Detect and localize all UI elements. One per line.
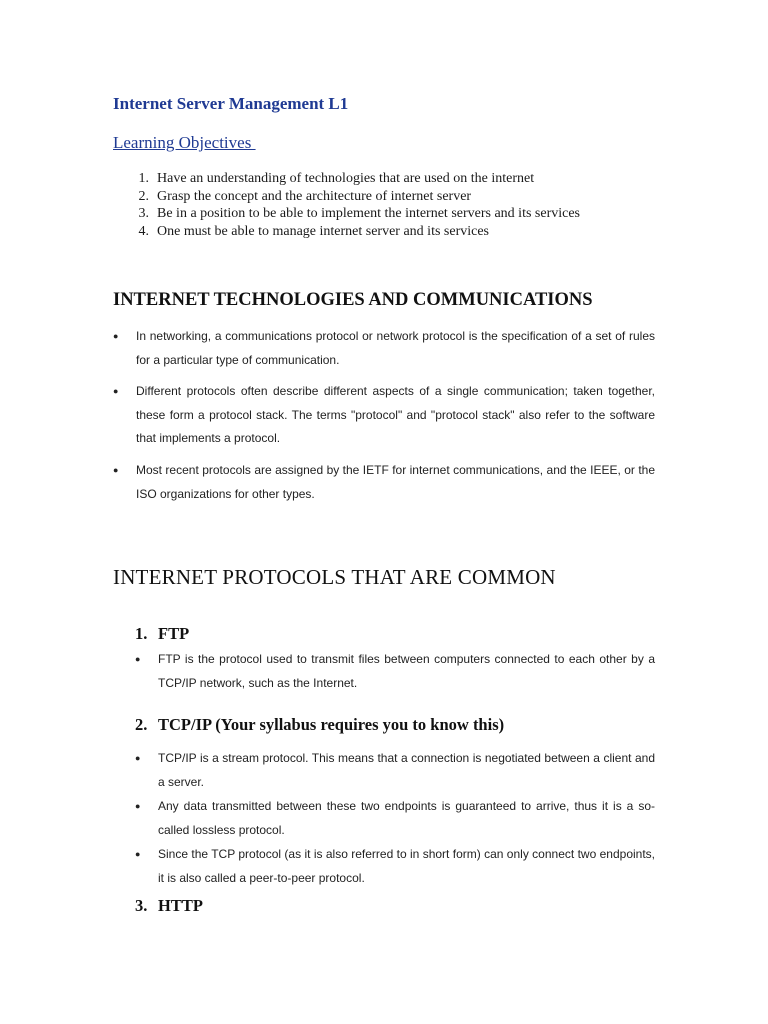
objective-item bbox=[113, 188, 673, 206]
bullet-text: In networking, a communications protocol or network protocol is the specification of a set of rules for a particular type of communication. bbox=[136, 329, 655, 367]
protocol-title: TCP/IP (Your syllabus requires you to know this) bbox=[158, 715, 505, 734]
bullet-icon: ● bbox=[135, 753, 141, 763]
bullet-icon: ● bbox=[113, 464, 119, 475]
list-item bbox=[135, 648, 655, 695]
list-item bbox=[135, 747, 655, 794]
protocol-number: 1. bbox=[135, 624, 148, 643]
bullet-icon: ● bbox=[113, 331, 119, 341]
objective-number: 1. bbox=[138, 171, 149, 186]
list-item bbox=[113, 380, 655, 451]
bullet-text: Since the TCP protocol (as it is also referred to in short form) can only connect two endpoints, it is also called a peer-to-peer protocol. bbox=[158, 847, 655, 885]
objective-text: One must be able to manage internet server and its services bbox=[157, 224, 489, 240]
protocol-heading-http bbox=[135, 896, 203, 916]
protocol-title: HTTP bbox=[158, 896, 203, 915]
protocol-title: FTP bbox=[158, 624, 190, 643]
protocol-number: 3. bbox=[135, 896, 148, 915]
bullet-text: TCP/IP is a stream protocol. This means that a connection is negotiated between a client and a server. bbox=[158, 751, 655, 789]
bullet-text: Any data transmitted between these two endpoints is guaranteed to arrive, thus it is a so-called lossless protocol. bbox=[158, 799, 655, 837]
bullet-icon: ● bbox=[113, 386, 119, 397]
bullet-text: Different protocols often describe different aspects of a single communication; taken together, these form a protocol stack. The terms "protocol" and "protocol stack" also refer to the software that implements a protocol. bbox=[136, 384, 655, 446]
list-item bbox=[113, 459, 655, 506]
technologies-bullet-list bbox=[113, 325, 655, 506]
tcpip-bullet-list bbox=[135, 747, 655, 891]
bullet-icon: ● bbox=[135, 654, 141, 664]
objective-text: Be in a position to be able to implement the internet servers and its services bbox=[157, 206, 581, 222]
section-heading-protocols: INTERNET PROTOCOLS THAT ARE COMMON bbox=[113, 565, 556, 589]
objective-number: 4. bbox=[138, 224, 149, 240]
learning-objectives-heading: Learning Objectives bbox=[113, 133, 256, 152]
protocol-heading-ftp bbox=[135, 624, 189, 644]
objective-text: Grasp the concept and the architecture of internet server bbox=[157, 188, 472, 204]
protocol-heading-tcpip bbox=[135, 715, 504, 735]
objective-number: 2. bbox=[138, 188, 149, 204]
objective-text: Have an understanding of technologies that are used on the internet bbox=[157, 171, 535, 186]
ftp-bullet-list bbox=[135, 648, 655, 695]
objective-item bbox=[113, 223, 673, 241]
bullet-icon: ● bbox=[135, 801, 141, 812]
protocol-number: 2. bbox=[135, 715, 148, 734]
list-item bbox=[135, 795, 655, 842]
bullet-icon: ● bbox=[135, 849, 141, 860]
objective-number: 3. bbox=[138, 206, 149, 222]
objective-item bbox=[113, 170, 673, 188]
bullet-text: Most recent protocols are assigned by the IETF for internet communications, and the IEEE, or the ISO organizations for other types. bbox=[136, 462, 655, 501]
objectives-list bbox=[113, 170, 673, 241]
bullet-text: FTP is the protocol used to transmit files between computers connected to each other by a TCP/IP network, such as the Internet. bbox=[158, 652, 655, 690]
list-item bbox=[135, 843, 655, 890]
document-title: Internet Server Management L1 bbox=[113, 94, 349, 113]
section-heading-technologies: INTERNET TECHNOLOGIES AND COMMUNICATIONS bbox=[113, 290, 593, 310]
objective-item bbox=[113, 205, 673, 223]
list-item bbox=[113, 325, 655, 372]
